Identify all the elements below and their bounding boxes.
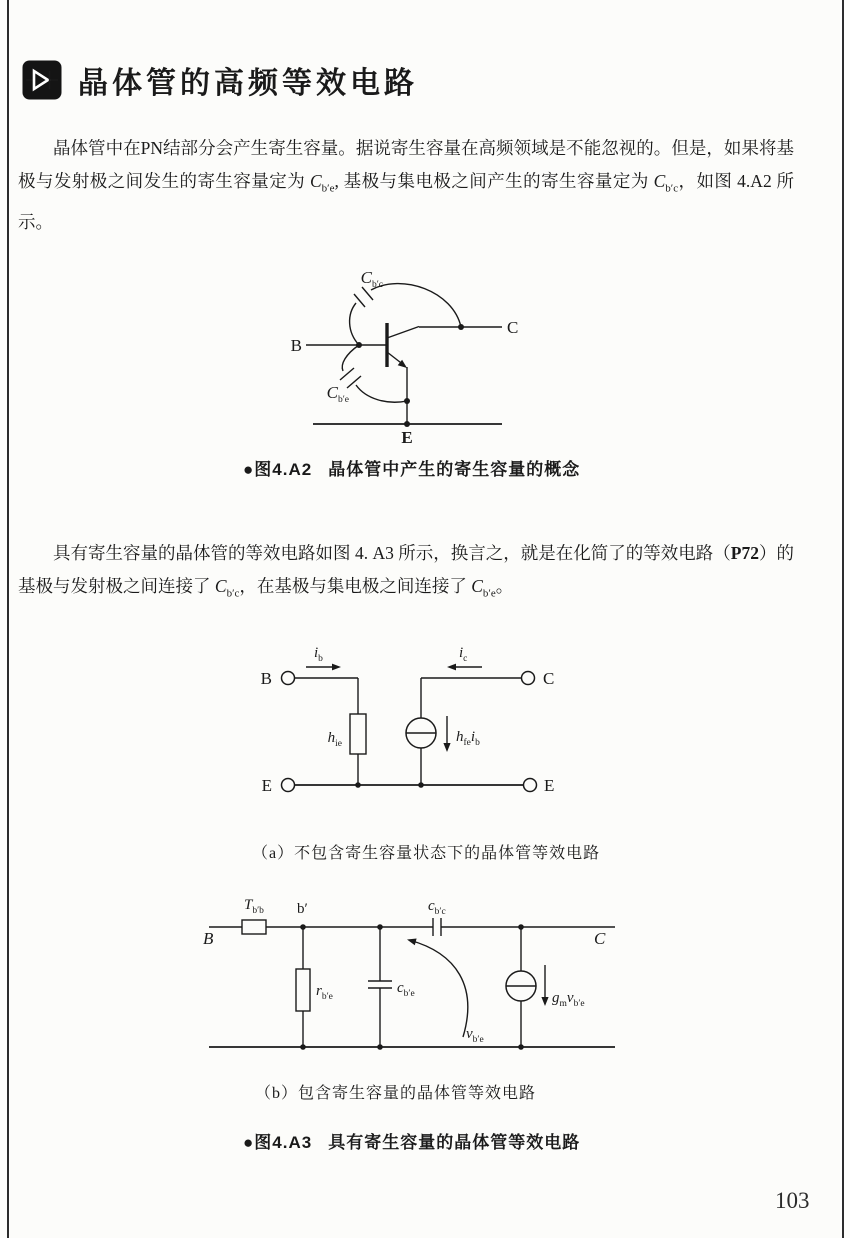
figure-a-caption: （a）不包含寄生容量状态下的晶体管等效电路 (252, 845, 601, 862)
capacitor-be-arc (340, 345, 407, 402)
scan-left-edge-line (7, 0, 9, 1238)
terminal-e-left-label: E (261, 776, 272, 795)
caption-bullet: ● (243, 460, 255, 479)
label-tbb: $T_{b'b}$ (244, 897, 264, 916)
bottom-junction-dot (300, 1044, 306, 1050)
terminal-e-label: E (401, 428, 413, 447)
section-header (22, 58, 418, 102)
label-vbe: $v_{b'e}$ (466, 1026, 484, 1045)
figure-a-equivalent-circuit (230, 642, 630, 827)
label-ic: $i_c$ (459, 645, 468, 664)
caption-fig-number: 图4.A2 (254, 460, 313, 479)
node-b-prime-label: b′ (297, 901, 308, 917)
bottom-junction-dot (518, 1044, 524, 1050)
resistor-hie (350, 678, 366, 785)
terminal-b-label: B (260, 669, 272, 688)
caption-fig-number: 图4.A3 (254, 1133, 313, 1152)
page-number: 103 (775, 1188, 810, 1213)
capacitor-cbc (433, 918, 441, 936)
bottom-junction-dot (377, 1044, 383, 1050)
figure-4a3-caption (243, 1128, 580, 1153)
label-rbe: $r_{b'e}$ (316, 983, 333, 1002)
figure-4a2-caption (243, 455, 580, 480)
label-cap-be: $C_{b'e}$ (326, 383, 349, 405)
label-cbc: $c_{b'c}$ (428, 898, 446, 917)
figure-4a2-parasitic-capacitance-concept (150, 252, 570, 457)
terminal-b-label: B (290, 336, 302, 355)
terminal-b-circle (282, 672, 295, 685)
terminal-e-right-circle (524, 779, 537, 792)
rail-junction-dot (355, 782, 361, 788)
terminal-b-label: B (203, 929, 214, 948)
capacitor-bc-arc (350, 284, 461, 345)
label-cap-bc: $C_{b'c}$ (360, 268, 383, 290)
vbe-curved-arrow (407, 939, 468, 1038)
figure-b-caption: （b）包含寄生容量的晶体管等效电路 (255, 1085, 537, 1102)
terminal-c-circle (522, 672, 535, 685)
current-source-hfe-ib (406, 678, 436, 785)
resistor-tbb (242, 920, 266, 934)
ib-current-arrow (306, 664, 341, 671)
current-source-gm-vbe (506, 927, 536, 1047)
caption-text: 晶体管中产生的寄生容量的概念 (328, 460, 581, 479)
paragraph-1: 晶体管中在PN结部分会产生寄生容量。据说寄生容量在高频领域是不能忽视的。但是，如果将基极与发射极之间发生的寄生容量定为 $C_{b'e}$, 基极与集电极之间产生的寄生容量定为 $C_{b'c}$，如图 4.A2 所示。 (18, 138, 795, 232)
source-direction-arrow (541, 965, 548, 1006)
capacitor-cbe (368, 927, 392, 1047)
label-cbe: $c_{b'e}$ (397, 980, 415, 999)
paragraph-2: 具有寄生容量的晶体管的等效电路如图 4. A3 所示，换言之，就是在化简了的等效电路（P72）的基极与发射极之间连接了 $C_{b'c}$，在基极与集电极之间连接了 $C_{b'e}$。 (18, 543, 795, 600)
resistor-rbe (296, 927, 310, 1047)
scan-right-edge-line (842, 0, 844, 1238)
terminal-c-label: C (507, 318, 519, 337)
terminal-c-label: C (594, 929, 606, 948)
label-hie: $h_{ie}$ (327, 730, 342, 749)
transistor-symbol (306, 323, 502, 424)
caption-bullet: ● (243, 1133, 255, 1152)
diode-play-icon (22, 60, 62, 100)
label-hfe-ib: $h_{fe}i_b$ (456, 729, 480, 748)
label-gm-vbe: $g_mv_{b'e}$ (552, 990, 585, 1009)
figure-b-equivalent-circuit (195, 885, 635, 1075)
top-junction-dot (377, 924, 383, 930)
terminal-e-left-circle (282, 779, 295, 792)
node-b-prime-dot (300, 924, 306, 930)
section-title: 晶体管的高频等效电路 (78, 67, 418, 100)
terminal-e-right-label: E (544, 776, 555, 795)
source-direction-arrow (443, 716, 450, 752)
caption-text: 具有寄生容量的晶体管等效电路 (328, 1133, 581, 1152)
terminal-c-label: C (543, 669, 555, 688)
ic-current-arrow (447, 664, 482, 671)
top-junction-dot (518, 924, 524, 930)
label-ib: $i_b$ (314, 645, 323, 664)
rail-junction-dot (418, 782, 424, 788)
